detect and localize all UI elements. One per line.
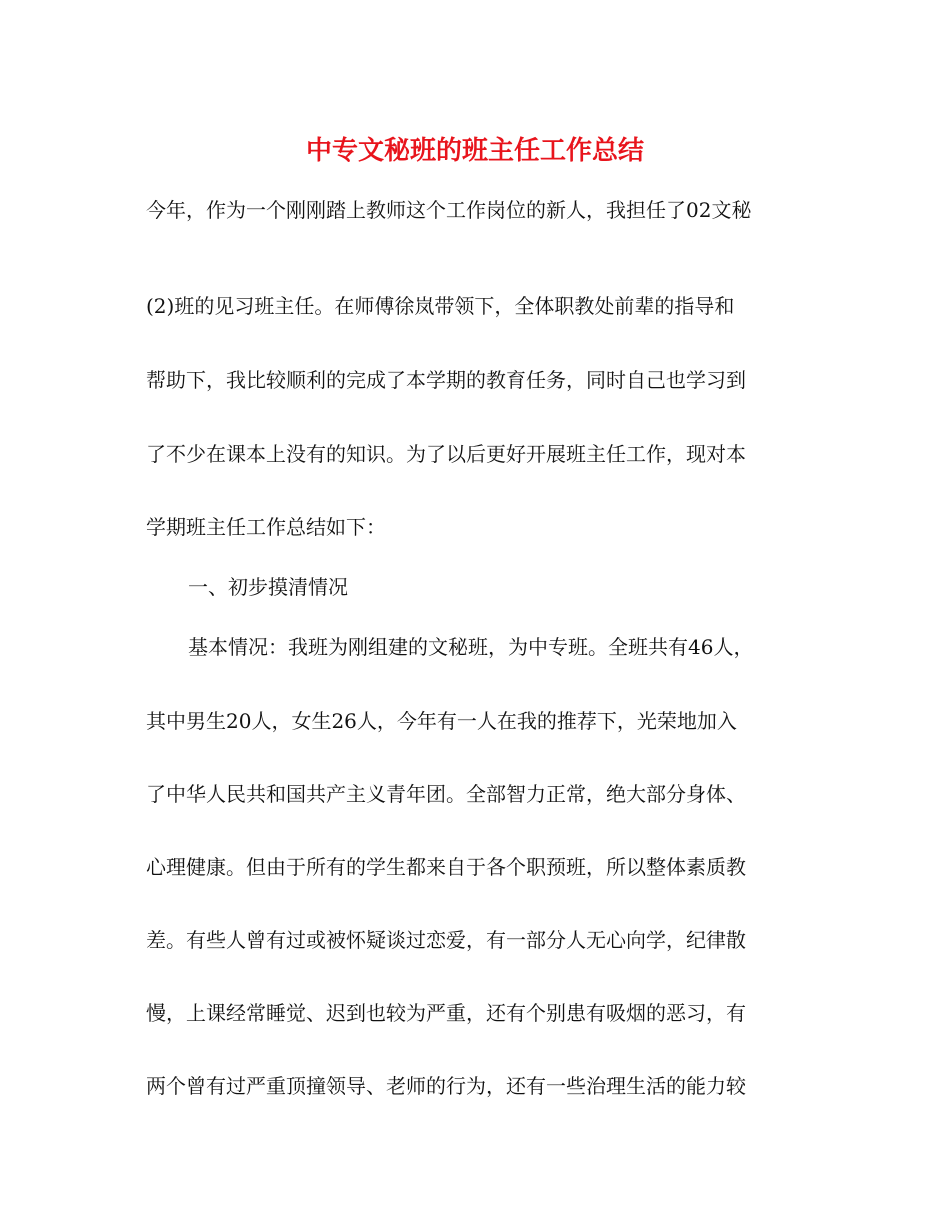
paragraph-line: 了不少在课本上没有的知识。为了以后更好开展班主任工作，现对本 <box>146 442 746 466</box>
paragraph-line: 学期班主任工作总结如下： <box>146 515 386 539</box>
paragraph-line: 两个曾有过严重顶撞领导、老师的行为，还有一些治理生活的能力较 <box>146 1074 746 1098</box>
paragraph-line: 差。有些人曾有过或被怀疑谈过恋爱，有一部分人无心向学，纪律散 <box>146 928 746 952</box>
paragraph-line: 今年，作为一个刚刚踏上教师这个工作岗位的新人，我担任了02文秘 <box>146 198 752 222</box>
paragraph-line: (2)班的见习班主任。在师傅徐岚带领下，全体职教处前辈的指导和 <box>146 294 735 318</box>
paragraph-line: 慢，上课经常睡觉、迟到也较为严重，还有个别患有吸烟的恶习，有 <box>146 1001 746 1025</box>
paragraph-line: 了中华人民共和国共产主义青年团。全部智力正常，绝大部分身体、 <box>146 782 746 806</box>
paragraph-line: 其中男生20人，女生26人，今年有一人在我的推荐下，光荣地加入 <box>146 709 737 733</box>
paragraph-line: 帮助下，我比较顺利的完成了本学期的教育任务，同时自己也学习到 <box>146 368 746 392</box>
paragraph-line: 心理健康。但由于所有的学生都来自于各个职预班，所以整体素质教 <box>146 855 746 879</box>
section-heading: 一、初步摸清情况 <box>188 575 348 599</box>
paragraph-line: 基本情况：我班为刚组建的文秘班，为中专班。全班共有46人， <box>188 635 754 659</box>
document-title: 中专文秘班的班主任工作总结 <box>305 136 644 166</box>
